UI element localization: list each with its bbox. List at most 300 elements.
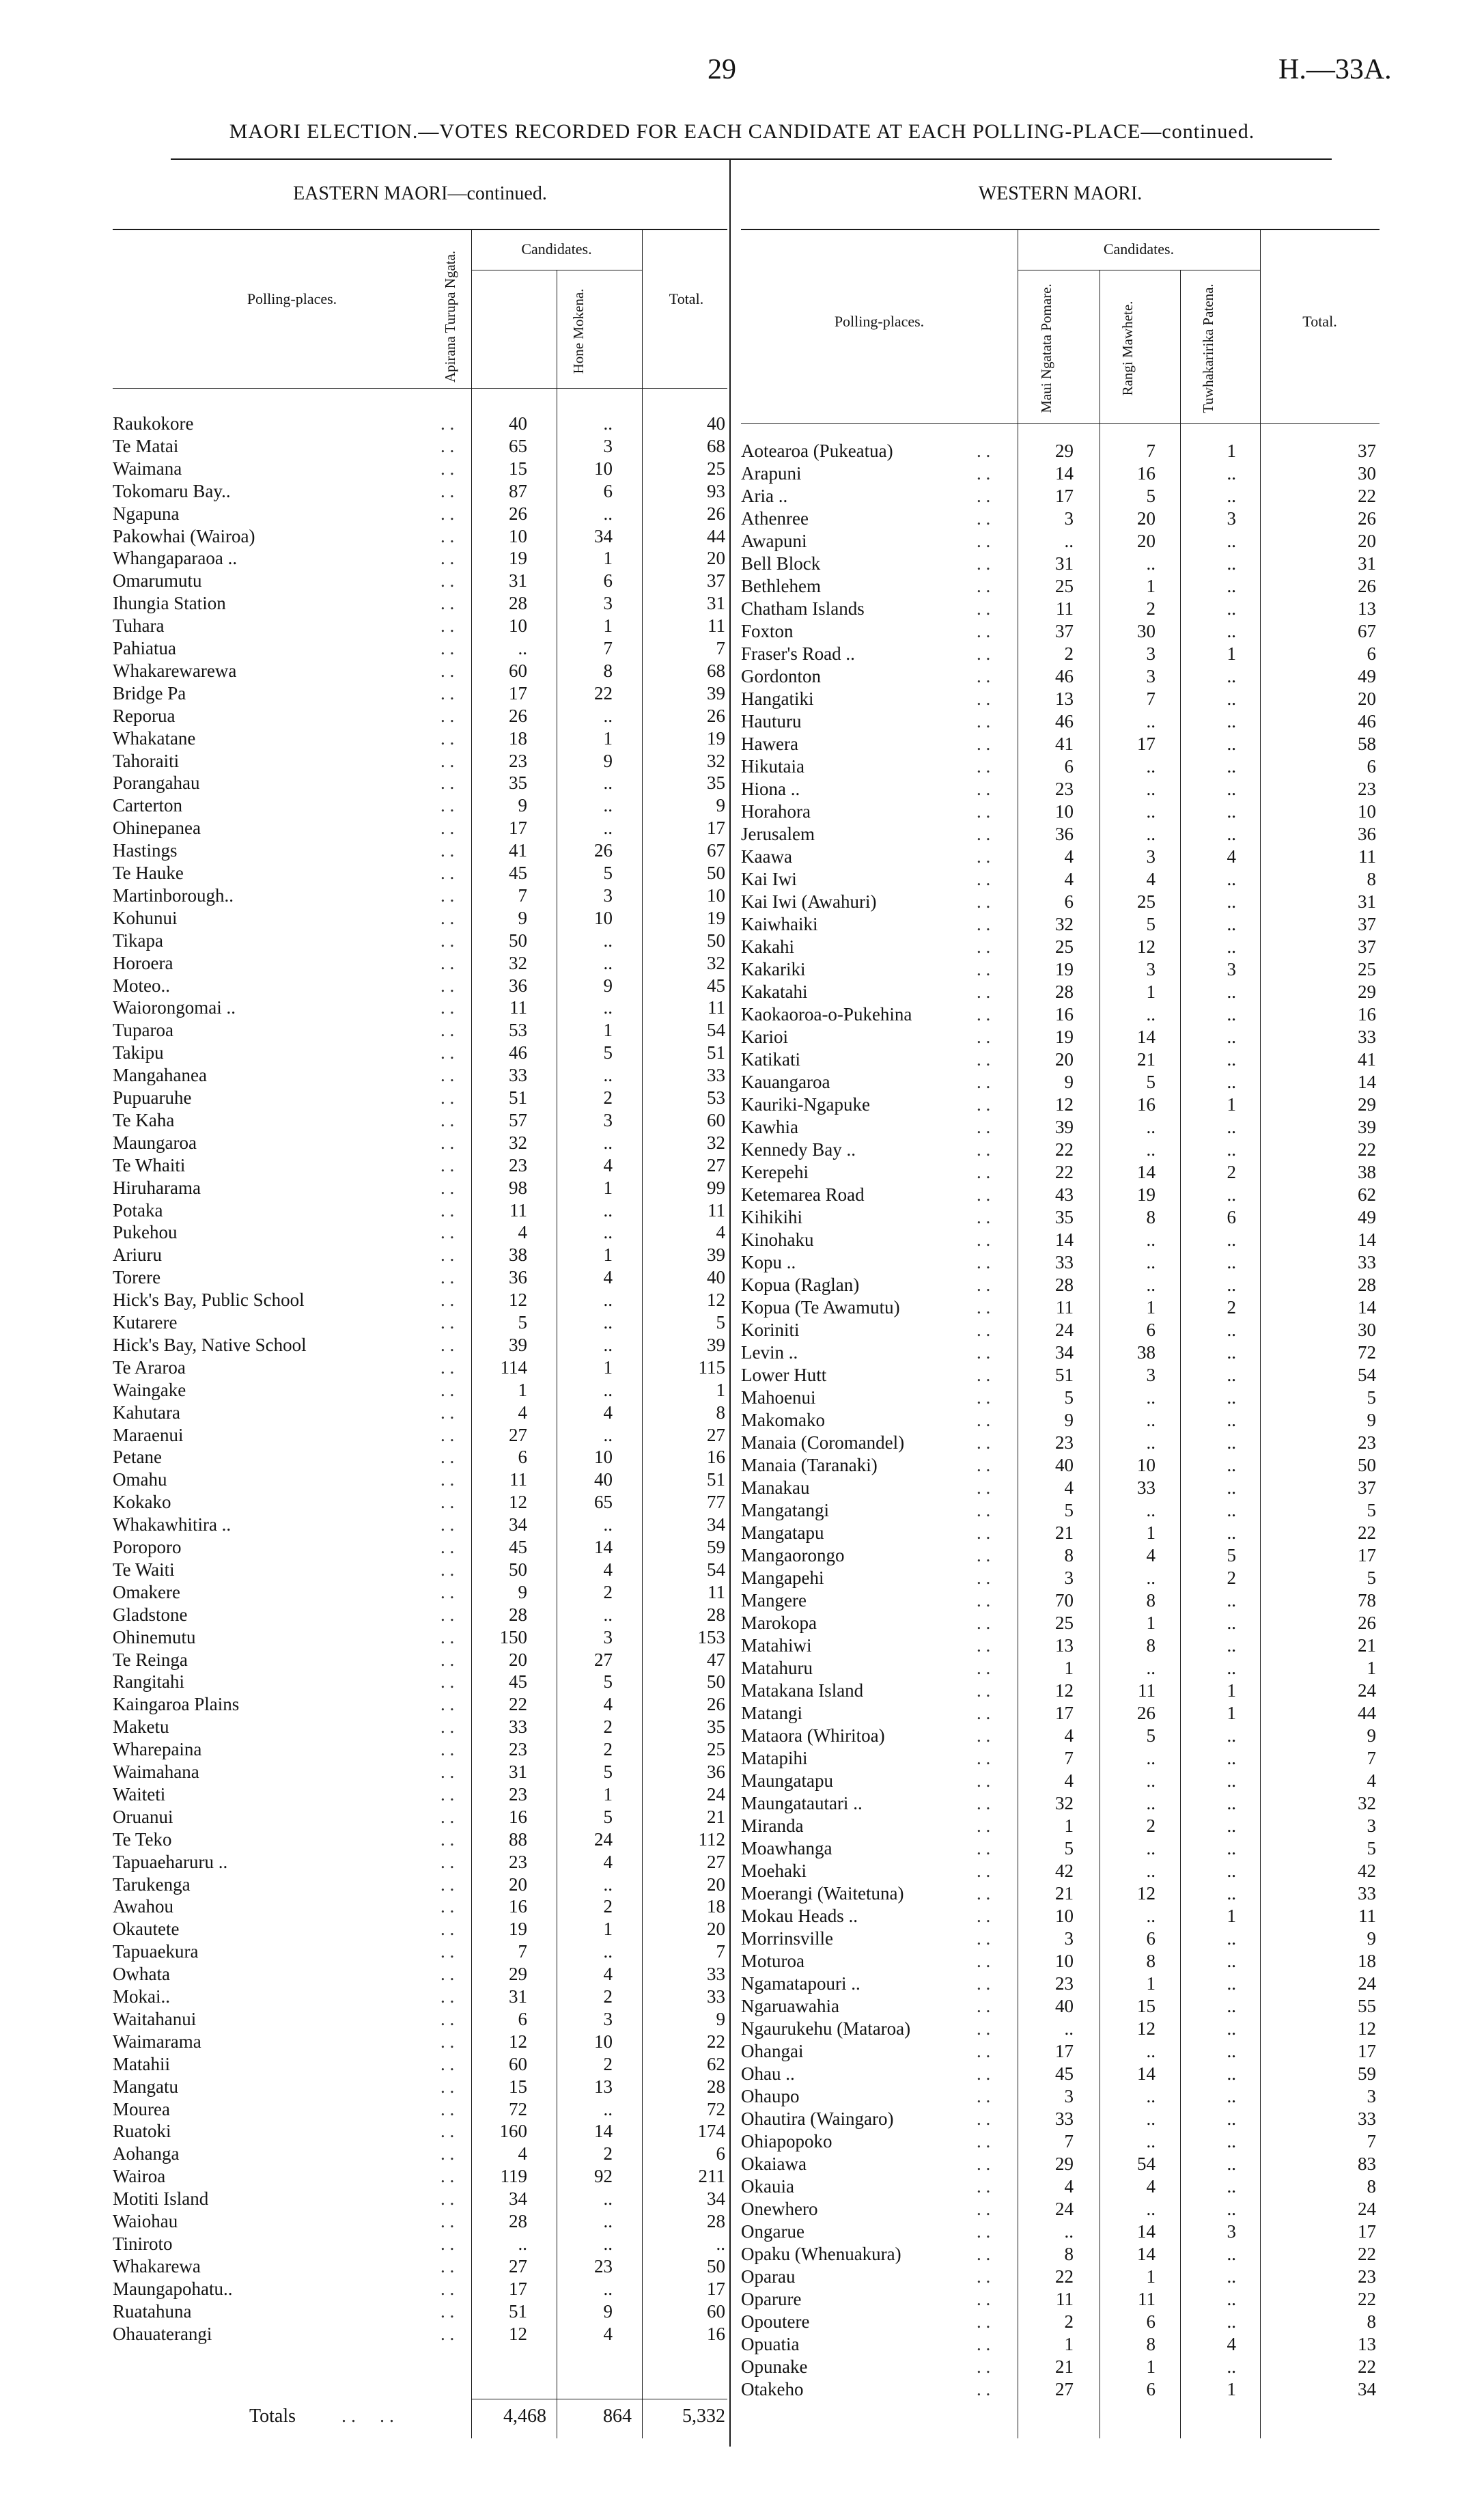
eastern-polling-place: Ohauaterangi xyxy=(113,2323,212,2344)
western-candidate-3-votes: .. xyxy=(1227,1252,1236,1272)
western-candidate-1-votes: 24 xyxy=(1055,2199,1074,2219)
western-candidate-3-votes: .. xyxy=(1227,869,1236,889)
eastern-candidate-1-votes: 23 xyxy=(509,1783,527,1805)
western-candidate-2-votes: 6 xyxy=(1146,1320,1156,1340)
eastern-candidate-2-votes: 6 xyxy=(603,480,613,501)
western-dot-leader: . . xyxy=(977,1139,991,1160)
eastern-candidate-1-votes: 160 xyxy=(499,2121,527,2142)
western-row xyxy=(741,1590,1380,1613)
western-row xyxy=(741,2154,1380,2176)
western-candidate-1-votes: 10 xyxy=(1055,1951,1074,1971)
western-dot-leader: . . xyxy=(977,463,991,484)
eastern-total-votes: 47 xyxy=(707,1649,725,1670)
eastern-dot-leader: . . xyxy=(440,818,455,839)
eastern-candidate-2-votes: .. xyxy=(603,1379,613,1400)
eastern-polling-place: Okautete xyxy=(113,1919,180,1940)
eastern-polling-place: Omahu xyxy=(113,1469,167,1490)
western-row xyxy=(741,1725,1380,1748)
western-candidate-2-votes: 20 xyxy=(1137,508,1156,529)
western-dot-leader: . . xyxy=(977,2176,991,2197)
western-row xyxy=(741,1320,1380,1342)
western-candidates-header: Candidates. xyxy=(1103,240,1175,257)
western-dot-leader: . . xyxy=(977,576,991,596)
eastern-row xyxy=(113,772,727,795)
eastern-polling-place: Waitahanui xyxy=(113,2008,197,2029)
eastern-candidate-1-votes: 5 xyxy=(518,1312,527,1333)
western-row xyxy=(741,1906,1380,1928)
eastern-total-votes: 26 xyxy=(707,1694,725,1715)
western-row xyxy=(741,1027,1380,1049)
western-row xyxy=(741,1703,1380,1725)
eastern-row xyxy=(113,1267,727,1290)
eastern-polling-place: Tiniroto xyxy=(113,2233,173,2254)
eastern-total-votes: 51 xyxy=(707,1042,725,1063)
western-candidate-3-votes: 2 xyxy=(1227,1297,1236,1318)
eastern-polling-place: Hick's Bay, Public School xyxy=(113,1290,305,1311)
eastern-polling-place: Mokai.. xyxy=(113,1986,170,2007)
western-dot-leader: . . xyxy=(977,1387,991,1408)
western-polling-place: Hikutaia xyxy=(741,756,804,777)
eastern-dot-leader: . . xyxy=(440,2121,455,2142)
western-row xyxy=(741,2266,1380,2289)
western-total-votes: 5 xyxy=(1367,1568,1376,1588)
western-candidate-1-votes: 6 xyxy=(1064,756,1074,777)
western-candidate-1-votes: 20 xyxy=(1055,1049,1074,1070)
western-total-votes: 49 xyxy=(1358,1207,1376,1227)
eastern-candidate-1-votes: 6 xyxy=(518,1447,527,1468)
eastern-total-votes: 93 xyxy=(707,480,725,501)
western-dot-leader: . . xyxy=(977,914,991,934)
western-polling-place: Kaokaoroa-o-Pukehina xyxy=(741,1004,912,1025)
eastern-candidate-2-votes: 4 xyxy=(603,1154,613,1175)
western-candidate-3-votes: .. xyxy=(1227,1748,1236,1768)
eastern-row xyxy=(113,683,727,706)
eastern-candidate-2-votes: .. xyxy=(603,1514,613,1535)
eastern-polling-place: Oruanui xyxy=(113,1806,173,1827)
eastern-candidate-2-votes: 2 xyxy=(603,1716,613,1738)
western-dot-leader: . . xyxy=(977,1297,991,1318)
eastern-dot-leader: . . xyxy=(440,615,455,637)
western-candidate-2-votes: 5 xyxy=(1146,1725,1156,1746)
eastern-total-votes: 20 xyxy=(707,1874,725,1895)
eastern-candidate-1-votes: 26 xyxy=(509,503,527,524)
western-candidate-3-votes: .. xyxy=(1227,1815,1236,1836)
western-candidate-1-votes: 13 xyxy=(1055,688,1074,709)
western-row xyxy=(741,891,1380,914)
western-dot-leader: . . xyxy=(977,1770,991,1791)
western-row xyxy=(741,1861,1380,1883)
western-candidate-3-votes: .. xyxy=(1227,1590,1236,1611)
western-dot-leader: . . xyxy=(977,1590,991,1611)
western-header-bottom-rule xyxy=(741,423,1380,424)
western-candidate-3-votes: .. xyxy=(1227,2131,1236,2151)
western-total-votes: 14 xyxy=(1358,1072,1376,1092)
western-candidate-3-votes: .. xyxy=(1227,981,1236,1002)
eastern-candidate-1-votes: 150 xyxy=(499,1626,527,1647)
eastern-candidate-2-votes: 65 xyxy=(594,1492,613,1513)
eastern-dot-leader: . . xyxy=(440,1042,455,1063)
western-candidate-1-votes: 23 xyxy=(1055,1973,1074,1994)
eastern-polling-place: Tarukenga xyxy=(113,1874,191,1895)
western-row xyxy=(741,2063,1380,2086)
eastern-candidate-2-votes: .. xyxy=(603,1334,613,1355)
western-dot-leader: . . xyxy=(977,2244,991,2264)
western-candidate-2-votes: .. xyxy=(1146,1793,1156,1813)
eastern-total-votes: 16 xyxy=(707,1447,725,1468)
eastern-total-votes: 26 xyxy=(707,503,725,524)
eastern-polling-place: Mangatu xyxy=(113,2076,178,2097)
western-dot-leader: . . xyxy=(977,1906,991,1926)
eastern-total-votes: 11 xyxy=(708,1199,725,1221)
western-candidate-2-votes: 19 xyxy=(1137,1184,1156,1205)
western-candidate-1-votes: 25 xyxy=(1055,576,1074,596)
eastern-candidate-1-votes: 12 xyxy=(509,2031,527,2052)
western-polling-place: Oparure xyxy=(741,2289,802,2309)
western-total-votes: 22 xyxy=(1358,1522,1376,1543)
eastern-candidate-2-votes: 5 xyxy=(603,1761,613,1782)
eastern-total-votes: 22 xyxy=(707,2031,725,2052)
eastern-row xyxy=(113,2279,727,2301)
eastern-totals-leader: . . . . xyxy=(341,2406,394,2427)
eastern-dot-leader: . . xyxy=(440,1312,455,1333)
eastern-row xyxy=(113,706,727,728)
eastern-candidate-2-votes: 2 xyxy=(603,1087,613,1108)
eastern-candidate-1-votes: 20 xyxy=(509,1874,527,1895)
western-candidate-3-votes: 1 xyxy=(1227,1703,1236,1723)
western-total-votes: 16 xyxy=(1358,1004,1376,1025)
western-candidate-3-votes: .. xyxy=(1227,734,1236,754)
western-dot-leader: . . xyxy=(977,486,991,506)
eastern-total-votes: 77 xyxy=(707,1492,725,1513)
eastern-row xyxy=(113,1649,727,1672)
western-candidate-3-votes: .. xyxy=(1227,531,1236,551)
eastern-dot-leader: . . xyxy=(440,1806,455,1827)
western-candidate-3-votes: .. xyxy=(1227,801,1236,822)
western-polling-place: Kihikihi xyxy=(741,1207,803,1227)
eastern-total-votes: 6 xyxy=(716,2143,725,2164)
western-dot-leader: . . xyxy=(977,981,991,1002)
western-candidate-3-votes: 3 xyxy=(1227,959,1236,979)
eastern-dot-leader: . . xyxy=(440,1694,455,1715)
western-candidate-3-votes: .. xyxy=(1227,1387,1236,1408)
western-candidate-3-votes: .. xyxy=(1227,1500,1236,1520)
western-candidate-2-votes: 1 xyxy=(1146,1522,1156,1543)
western-candidate-1-votes: 3 xyxy=(1064,508,1074,529)
eastern-polling-place: Hick's Bay, Native School xyxy=(113,1334,307,1355)
eastern-total-votes: 20 xyxy=(707,1919,725,1940)
western-row xyxy=(741,756,1380,779)
western-total-votes: 34 xyxy=(1358,2379,1376,2399)
western-candidate-2-votes: .. xyxy=(1146,1004,1156,1025)
western-candidate-2-votes: 54 xyxy=(1137,2154,1156,2174)
western-candidate-3-votes: .. xyxy=(1227,1342,1236,1363)
eastern-dot-leader: . . xyxy=(440,2143,455,2164)
eastern-candidate-2-votes: 1 xyxy=(603,615,613,637)
eastern-total-votes: 9 xyxy=(716,795,725,816)
eastern-polling-place: Mangahanea xyxy=(113,1065,207,1086)
eastern-row xyxy=(113,908,727,930)
eastern-candidate-1-votes: 39 xyxy=(509,1334,527,1355)
western-candidate-3-votes: .. xyxy=(1227,1928,1236,1949)
eastern-row xyxy=(113,1357,727,1380)
eastern-polling-place: Torere xyxy=(113,1267,161,1288)
western-polling-place: Kennedy Bay .. xyxy=(741,1139,856,1160)
eastern-dot-leader: . . xyxy=(440,1492,455,1513)
eastern-row xyxy=(113,1671,727,1694)
eastern-candidate-2-votes: 13 xyxy=(594,2076,613,2097)
eastern-dot-leader: . . xyxy=(440,1581,455,1602)
eastern-row xyxy=(113,660,727,683)
western-candidate-2-votes: 14 xyxy=(1137,2063,1156,2084)
eastern-candidate-2-votes: .. xyxy=(603,772,613,794)
western-candidate-2-header: Rangi Mawhete. xyxy=(1119,301,1136,396)
western-total-votes: 26 xyxy=(1358,576,1376,596)
eastern-dot-leader: . . xyxy=(440,772,455,794)
western-total-votes: 17 xyxy=(1358,2041,1376,2061)
eastern-polling-place: Waiteti xyxy=(113,1783,166,1805)
eastern-total-votes: 40 xyxy=(707,1267,725,1288)
eastern-row xyxy=(113,1807,727,1829)
western-candidate-3-votes: .. xyxy=(1227,2154,1236,2174)
western-dot-leader: . . xyxy=(977,1545,991,1565)
western-polling-place: Moehaki xyxy=(741,1861,807,1881)
western-candidate-2-votes: .. xyxy=(1146,553,1156,574)
eastern-dot-leader: . . xyxy=(440,1537,455,1557)
eastern-row xyxy=(113,1761,727,1784)
western-row xyxy=(741,801,1380,824)
western-row xyxy=(741,531,1380,553)
western-candidate-2-votes: 12 xyxy=(1137,936,1156,957)
western-candidate-2-votes: 8 xyxy=(1146,1951,1156,1971)
western-dot-leader: . . xyxy=(977,1455,991,1475)
western-row xyxy=(741,1500,1380,1522)
western-candidate-2-votes: .. xyxy=(1146,1275,1156,1295)
western-candidate-3-votes: .. xyxy=(1227,1184,1236,1205)
eastern-candidate-2-votes: .. xyxy=(603,952,613,973)
eastern-candidate-1-votes: 26 xyxy=(509,705,527,726)
western-dot-leader: . . xyxy=(977,1094,991,1115)
eastern-polling-place: Aohanga xyxy=(113,2143,180,2164)
eastern-row xyxy=(113,1986,727,2009)
western-dot-leader: . . xyxy=(977,1793,991,1813)
eastern-polling-place: Te Matai xyxy=(113,435,179,456)
western-candidate-3-votes: .. xyxy=(1227,936,1236,957)
western-candidate-1-votes: 33 xyxy=(1055,2108,1074,2129)
eastern-polling-place: Ohinemutu xyxy=(113,1626,196,1647)
western-candidate-1-votes: 70 xyxy=(1055,1590,1074,1611)
western-candidate-3-votes: .. xyxy=(1227,2266,1236,2287)
western-total-votes: 44 xyxy=(1358,1703,1376,1723)
eastern-row xyxy=(113,1492,727,1514)
western-candidate-1-votes: 40 xyxy=(1055,1996,1074,2016)
eastern-dot-leader: . . xyxy=(440,1356,455,1378)
eastern-polling-place: Maraenui xyxy=(113,1424,184,1445)
eastern-candidate-2-votes: 10 xyxy=(594,458,613,479)
western-polling-place: Makomako xyxy=(741,1410,825,1430)
eastern-total-votes: 17 xyxy=(707,818,725,839)
western-candidate-2-votes: .. xyxy=(1146,1139,1156,1160)
eastern-totals-candidate-1: 4,468 xyxy=(503,2406,546,2427)
western-candidate-3-votes: .. xyxy=(1227,1883,1236,1904)
eastern-dot-leader: . . xyxy=(440,1087,455,1108)
western-dot-leader: . . xyxy=(977,869,991,889)
eastern-candidate-2-votes: 1 xyxy=(603,1020,613,1041)
western-dot-leader: . . xyxy=(977,2356,991,2377)
eastern-polling-place: Te Teko xyxy=(113,1828,172,1850)
eastern-total-votes: 32 xyxy=(707,952,725,973)
western-dot-leader: . . xyxy=(977,1342,991,1363)
eastern-total-votes: 16 xyxy=(707,2323,725,2344)
western-polling-place: Manakau xyxy=(741,1477,810,1498)
western-polling-place: Ohau .. xyxy=(741,2063,795,2084)
eastern-candidate-1-votes: .. xyxy=(518,2233,527,2254)
western-candidate-1-votes: 10 xyxy=(1055,801,1074,822)
western-candidate-1-votes: 10 xyxy=(1055,1906,1074,1926)
eastern-polling-place: Waimarama xyxy=(113,2031,201,2052)
western-polling-place: Maungatapu xyxy=(741,1770,833,1791)
western-candidate-1-votes: 8 xyxy=(1064,1545,1074,1565)
eastern-candidate-2-votes: 40 xyxy=(594,1469,613,1490)
western-total-votes: 12 xyxy=(1358,2018,1376,2039)
eastern-candidate-2-votes: 14 xyxy=(594,1537,613,1557)
eastern-dot-leader: . . xyxy=(440,1334,455,1355)
western-row xyxy=(741,666,1380,688)
western-dot-leader: . . xyxy=(977,2018,991,2039)
western-polling-place: Mangaorongo xyxy=(741,1545,845,1565)
eastern-total-votes: 35 xyxy=(707,772,725,794)
western-candidate-2-votes: 1 xyxy=(1146,981,1156,1002)
western-candidate-3-votes: .. xyxy=(1227,1139,1236,1160)
western-total-votes: 26 xyxy=(1358,508,1376,529)
eastern-dot-leader: . . xyxy=(440,795,455,816)
eastern-candidate-1-votes: 33 xyxy=(509,1065,527,1086)
western-candidate-1-votes: 3 xyxy=(1064,2086,1074,2106)
western-row xyxy=(741,1275,1380,1297)
eastern-candidate-1-votes: 11 xyxy=(509,1469,527,1490)
western-candidate-3-votes: 3 xyxy=(1227,508,1236,529)
western-dot-leader: . . xyxy=(977,1252,991,1272)
eastern-polling-place: Maungapohatu.. xyxy=(113,2278,233,2299)
western-total-votes: 7 xyxy=(1367,1748,1376,1768)
eastern-row xyxy=(113,481,727,503)
western-candidate-3-votes: .. xyxy=(1227,711,1236,732)
eastern-polling-place: Moteo.. xyxy=(113,975,170,996)
eastern-row xyxy=(113,458,727,481)
western-dot-leader: . . xyxy=(977,643,991,664)
western-total-votes: 9 xyxy=(1367,1410,1376,1430)
eastern-candidate-1-votes: 87 xyxy=(509,480,527,501)
western-dot-leader: . . xyxy=(977,2108,991,2129)
eastern-dot-leader: . . xyxy=(440,2300,455,2322)
eastern-candidate-2-votes: .. xyxy=(603,2211,613,2231)
western-total-votes: 11 xyxy=(1358,1906,1376,1926)
eastern-total-votes: 26 xyxy=(707,705,725,726)
western-candidate-1-votes: 35 xyxy=(1055,1207,1074,1227)
western-dot-leader: . . xyxy=(977,1004,991,1025)
western-row xyxy=(741,643,1380,666)
western-candidate-2-votes: .. xyxy=(1146,1387,1156,1408)
eastern-dot-leader: . . xyxy=(440,1739,455,1760)
western-total-votes: 20 xyxy=(1358,688,1376,709)
eastern-dot-leader: . . xyxy=(440,435,455,456)
eastern-total-votes: 12 xyxy=(707,1290,725,1311)
eastern-candidate-2-votes: .. xyxy=(603,2233,613,2254)
western-dot-leader: . . xyxy=(977,2063,991,2084)
eastern-total-votes: 34 xyxy=(707,2188,725,2210)
eastern-dot-leader: . . xyxy=(440,1761,455,1782)
western-candidate-2-votes: 4 xyxy=(1146,1545,1156,1565)
eastern-total-votes: 17 xyxy=(707,2278,725,2299)
western-total-votes: 14 xyxy=(1358,1297,1376,1318)
western-candidate-1-votes: 21 xyxy=(1055,1522,1074,1543)
western-candidate-2-votes: 1 xyxy=(1146,2356,1156,2377)
eastern-candidate-1-votes: 41 xyxy=(509,840,527,861)
western-candidate-1-votes: 11 xyxy=(1056,1297,1074,1318)
eastern-total-votes: 68 xyxy=(707,435,725,456)
western-total-votes: 8 xyxy=(1367,2311,1376,2332)
western-total-votes: 37 xyxy=(1358,441,1376,461)
eastern-candidate-1-votes: 7 xyxy=(518,885,527,906)
eastern-total-votes: 32 xyxy=(707,750,725,771)
western-row xyxy=(741,2199,1380,2221)
western-candidate-3-votes: 5 xyxy=(1227,1545,1236,1565)
eastern-dot-leader: . . xyxy=(440,1379,455,1400)
western-candidate-2-votes: 20 xyxy=(1137,531,1156,551)
eastern-dot-leader: . . xyxy=(440,660,455,681)
eastern-row xyxy=(113,2076,727,2099)
eastern-dot-leader: . . xyxy=(440,1941,455,1962)
eastern-row xyxy=(113,1425,727,1447)
western-candidate-3-votes: .. xyxy=(1227,1072,1236,1092)
eastern-polling-place: Ngapuna xyxy=(113,503,180,524)
eastern-row xyxy=(113,751,727,773)
western-candidate-2-votes: .. xyxy=(1146,1410,1156,1430)
western-header-top-rule xyxy=(741,229,1380,230)
western-candidate-1-votes: 11 xyxy=(1056,598,1074,619)
western-row xyxy=(741,1117,1380,1139)
western-row xyxy=(741,1297,1380,1320)
eastern-candidate-1-votes: 31 xyxy=(509,570,527,591)
western-polling-place: Kai Iwi xyxy=(741,869,797,889)
eastern-candidate-1-votes: 16 xyxy=(509,1896,527,1917)
western-row xyxy=(741,1545,1380,1568)
western-polling-place: Kinohaku xyxy=(741,1229,814,1250)
western-candidate-3-votes: .. xyxy=(1227,1613,1236,1633)
western-row xyxy=(741,2244,1380,2266)
eastern-polling-place: Te Whaiti xyxy=(113,1154,186,1175)
eastern-totals-row xyxy=(113,2406,727,2430)
eastern-dot-leader: . . xyxy=(440,2166,455,2187)
western-dot-leader: . . xyxy=(977,531,991,551)
eastern-polling-place: Potaka xyxy=(113,1199,163,1221)
western-dot-leader: . . xyxy=(977,959,991,979)
western-candidate-1-votes: 17 xyxy=(1055,2041,1074,2061)
western-row xyxy=(741,2334,1380,2356)
eastern-dot-leader: . . xyxy=(440,2278,455,2299)
western-total-votes: 31 xyxy=(1358,553,1376,574)
eastern-dot-leader: . . xyxy=(440,570,455,591)
western-candidate-2-votes: 5 xyxy=(1146,1072,1156,1092)
eastern-row xyxy=(113,2099,727,2121)
eastern-total-votes: 39 xyxy=(707,1244,725,1266)
eastern-polling-header: Polling-places. xyxy=(247,290,337,307)
eastern-row xyxy=(113,1514,727,1537)
eastern-candidate-2-votes: 10 xyxy=(594,2031,613,2052)
eastern-candidate-1-votes: 22 xyxy=(509,1694,527,1715)
eastern-candidate-1-votes: 119 xyxy=(500,2166,527,2187)
eastern-dot-leader: . . xyxy=(440,1671,455,1693)
eastern-candidate-2-votes: .. xyxy=(603,413,613,434)
